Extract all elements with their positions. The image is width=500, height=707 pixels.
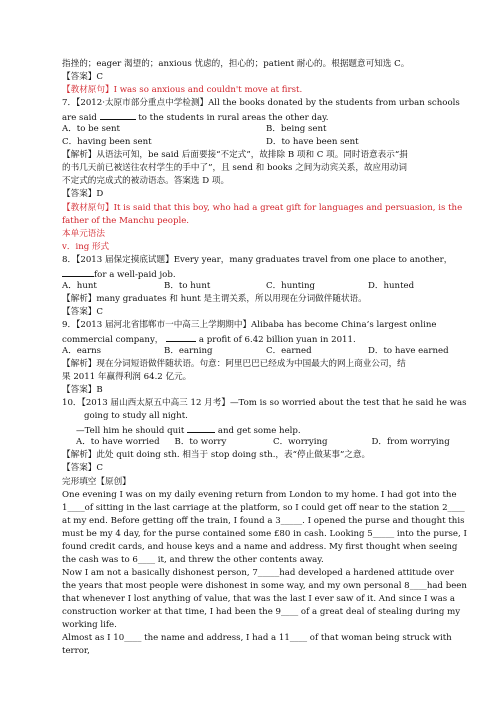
answer-blank <box>187 423 215 433</box>
text-fragment: and get some help. <box>217 426 301 437</box>
question-9-options <box>62 345 470 358</box>
explanation-line: 果 2011 年赢得利润 64.2 亿元。 <box>62 372 192 383</box>
question-7-stem: 7．【2012·太原市部分重点中学检测】All the books donated by the students from urban schools <box>62 98 460 109</box>
text-fragment: for a well-paid job. <box>94 269 176 280</box>
question-9-stem: 9．【2013 届河北省邯郸市一中高三上学期期中】Alibaba has become China’s largest online <box>62 319 437 330</box>
answer-line: 【答案】B <box>62 385 103 396</box>
question-10-stem-cont: going to study all night. <box>84 411 188 422</box>
section-heading: 本单元语法 <box>62 228 105 239</box>
option: B．to hunt <box>164 280 211 291</box>
explanation-line: 的书几天前已被送往农村学生的手中了”，且 send 和 books 之间为动宾关系，故应用动词 <box>62 163 407 174</box>
answer-line: 【答案】C <box>62 72 103 83</box>
explanation-line: 【解析】many graduates 和 hunt 是主谓关系，所以用现在分词做伴随状语。 <box>62 293 367 304</box>
question-9-stem-cont <box>62 332 470 345</box>
option: D．to have been sent <box>266 137 359 148</box>
textbook-source-line: father of the Manchu people. <box>62 215 190 226</box>
option: D．hunted <box>368 280 415 291</box>
option: B．earning <box>164 346 213 357</box>
option: A．to have worried <box>76 437 160 448</box>
answer-blank <box>100 110 136 120</box>
option: B．being sent <box>266 124 327 135</box>
question-8-stem: 8．【2013 届保定摸底试题】Every year，many graduates travel from one place to another， <box>62 254 453 265</box>
section-subheading: v．ing 形式 <box>62 241 110 252</box>
answer-line: 【答案】D <box>62 189 104 200</box>
question-10-options <box>62 436 470 449</box>
option: A．earns <box>62 346 102 357</box>
option: C．hunting <box>266 280 316 291</box>
cloze-paragraph-2: Now I am not a basically dishonest person, 7_____had developed a hardened attitude over the years that most people were dishonest in some way, and my own personal 8____had been that whenever I lost anything of value, that was the last I ever saw of it. And since I was a construction worker at that time, I had been the 9____ of a great deal of stealing during my working life. <box>62 567 467 631</box>
textbook-source-line: 【教材原句】I was so anxious and couldn't move at first. <box>62 85 303 96</box>
option: A．hunt <box>62 280 97 291</box>
question-8-stem-cont <box>62 267 470 280</box>
question-10-stem: 10．【2013 届山西太原五中高三 12 月考】—Tom is so worried about the test that he said he was <box>62 398 467 409</box>
text-fragment: are said <box>62 113 97 124</box>
text-line: 指挫的；eager 渴望的；anxious 忧虑的，担心的；patient 耐心的。根据题意可知选 C。 <box>62 59 410 69</box>
answer-line: 【答案】C <box>62 306 103 317</box>
cloze-paragraph-1: One evening I was on my daily evening return from London to my home. I had got into the 1____of sitting in the last carriage at the platform, so I could get off near to the station 2____ at my end. Before getting off the train, I found a 3_____. I opened the purse and thought this must be my 4 day, for the purse contained some £80 in cash. Looking 5_____ into the purse, I found credit cards, and house keys and a name and address. My first thought when seeing the cash was to 6____ it, and threw the other contents away. <box>62 489 467 565</box>
text-fragment: —Tell him he should quit <box>76 426 185 437</box>
question-7-stem-cont <box>62 110 470 123</box>
option: A．to be sent <box>62 124 120 135</box>
answer-line: 【答案】C <box>62 463 103 474</box>
question-8-options <box>62 280 470 293</box>
textbook-source-line: 【教材原句】It is said that this boy, who had a great gift for languages and persuasion, is the <box>62 202 463 213</box>
cloze-heading: 完形填空【原创】 <box>62 476 131 487</box>
option: C．worrying <box>273 437 328 448</box>
explanation-line: 不定式的完成式的被动语态。答案选 D 项。 <box>62 176 230 187</box>
option: D．to have earned <box>368 346 449 357</box>
option: C．earned <box>266 346 312 357</box>
explanation-line: 【解析】现在分词短语做伴随状语。句意：阿里巴巴已经成为中国最大的网上商业公司，结 <box>62 359 406 370</box>
question-7-options <box>62 123 470 136</box>
option: D．from worrying <box>371 437 450 448</box>
text-fragment: to the students in rural areas the other day. <box>138 113 329 124</box>
option: C．having been sent <box>62 137 152 148</box>
text-fragment: a profit of 6.42 billion yuan in 2011. <box>198 334 356 345</box>
option: B．to worry <box>174 437 227 448</box>
explanation-line: 【解析】此处 quit doing sth. 相当于 stop doing sth.，表“停止做某事”之意。 <box>62 450 371 461</box>
answer-blank <box>166 332 196 342</box>
question-7-options <box>62 136 470 149</box>
question-10-reply <box>62 423 470 436</box>
cloze-paragraph-3: Almost as I 10____ the name and address, I had a 11____ of that woman being struck with terror, <box>62 633 452 657</box>
answer-blank <box>62 267 94 277</box>
explanation-line: 【解析】从语法可知，be said 后面要接“不定式”，故排除 B 项和 C 项。同时语意表示“捐 <box>62 150 408 161</box>
text-fragment: commercial company， <box>62 334 164 345</box>
